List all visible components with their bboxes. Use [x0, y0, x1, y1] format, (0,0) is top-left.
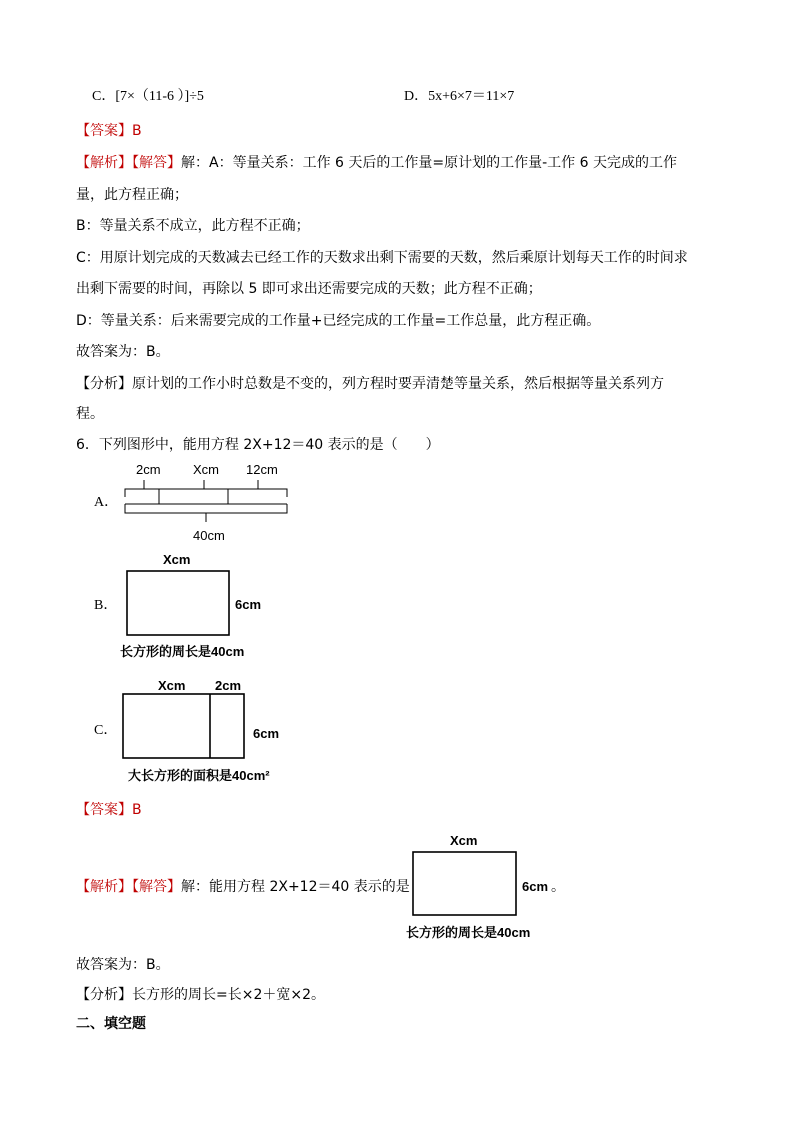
- analysis-text: 解：A：等量关系：工作 6 天后的工作量=原计划的工作量-工作 6 天完成的工作: [181, 155, 677, 171]
- option-c-top: C．[7×（11-6 ）]÷5: [92, 89, 204, 104]
- option-d-top: D．5x+6×7＝11×7: [404, 89, 515, 104]
- fenxi-label: 【分析】: [76, 987, 132, 1003]
- q6-conclusion: 故答案为：B。: [76, 957, 170, 973]
- rect-caption: 长方形的周长是40cm: [406, 925, 531, 940]
- rectangle: [127, 571, 229, 635]
- answer-label: 【答案】: [76, 123, 132, 139]
- q6-option-a-letter: A．: [94, 495, 119, 510]
- rect-caption: 长方形的周长是40cm: [120, 644, 245, 659]
- q6-option-a-figure: [118, 456, 298, 548]
- q5-conclusion: 故答案为：B。: [76, 344, 170, 360]
- q5-analysis-line-2: 量，此方程正确；: [76, 187, 188, 203]
- answer-value: B: [132, 802, 142, 818]
- rect-top-label: Xcm: [163, 552, 191, 567]
- seg-label-2cm: 2cm: [136, 462, 161, 477]
- analysis-text: 解：能用方程 2X+12＝40 表示的是: [181, 879, 410, 895]
- rectangle: [413, 852, 516, 915]
- q6-option-c-letter: C．: [94, 723, 118, 738]
- rect-side-label: 6cm: [522, 879, 549, 894]
- q5-analysis-line-1: [76, 153, 677, 173]
- fenxi-label: 【分析】: [76, 376, 132, 392]
- rect-side-label: 6cm: [253, 726, 280, 741]
- total-label-40cm: 40cm: [193, 528, 225, 543]
- fenxi-text: 原计划的工作小时总数是不变的，列方程时要弄清楚等量关系，然后根据等量关系列方: [132, 376, 664, 392]
- q5-analysis-line-4: C：用原计划完成的天数减去已经工作的天数求出剩下需要的天数，然后乘原计划每天工作的时间求: [76, 250, 688, 266]
- rect-top-label: Xcm: [450, 833, 478, 848]
- answer-value: B: [132, 123, 142, 139]
- rect-top-label-x: Xcm: [158, 678, 186, 693]
- q6-answer: [76, 800, 142, 820]
- q6-option-b-letter: B．: [94, 598, 118, 613]
- q6-question: 6．下列图形中，能用方程 2X+12＝40 表示的是（ ）: [76, 437, 440, 453]
- q5-analysis-line-5: 出剩下需要的时间，再除以 5 即可求出还需要完成的天数；此方程不正确；: [76, 281, 542, 297]
- q6-option-b-figure: [118, 548, 278, 660]
- section-heading: 二、填空题: [76, 1016, 146, 1032]
- q5-fenxi-line-2: 程。: [76, 406, 104, 422]
- q6-fenxi: [76, 985, 325, 1005]
- analysis-label: 【解析】【解答】: [76, 155, 181, 171]
- rect-caption: 大长方形的面积是40cm²: [128, 768, 270, 783]
- fenxi-text: 长方形的周长=长×2＋宽×2。: [132, 987, 326, 1003]
- seg-label-xcm: Xcm: [193, 462, 219, 477]
- answer-label: 【答案】: [76, 802, 132, 818]
- rect-top-label-2: 2cm: [215, 678, 242, 693]
- end-mark: 。: [551, 878, 565, 894]
- seg-label-12cm: 12cm: [246, 462, 278, 477]
- q6-analysis: [76, 877, 410, 897]
- q5-analysis-line-6: D：等量关系：后来需要完成的工作量+已经完成的工作量=工作总量，此方程正确。: [76, 313, 601, 329]
- q5-fenxi-line-1: [76, 374, 664, 394]
- q6-option-c-figure: [118, 674, 290, 786]
- q6-analysis-figure: [400, 828, 570, 944]
- large-rectangle: [123, 694, 244, 758]
- q5-answer: [76, 121, 142, 141]
- q5-analysis-line-3: B：等量关系不成立，此方程不正确；: [76, 218, 310, 234]
- analysis-label: 【解析】【解答】: [76, 879, 181, 895]
- rect-side-label: 6cm: [235, 597, 262, 612]
